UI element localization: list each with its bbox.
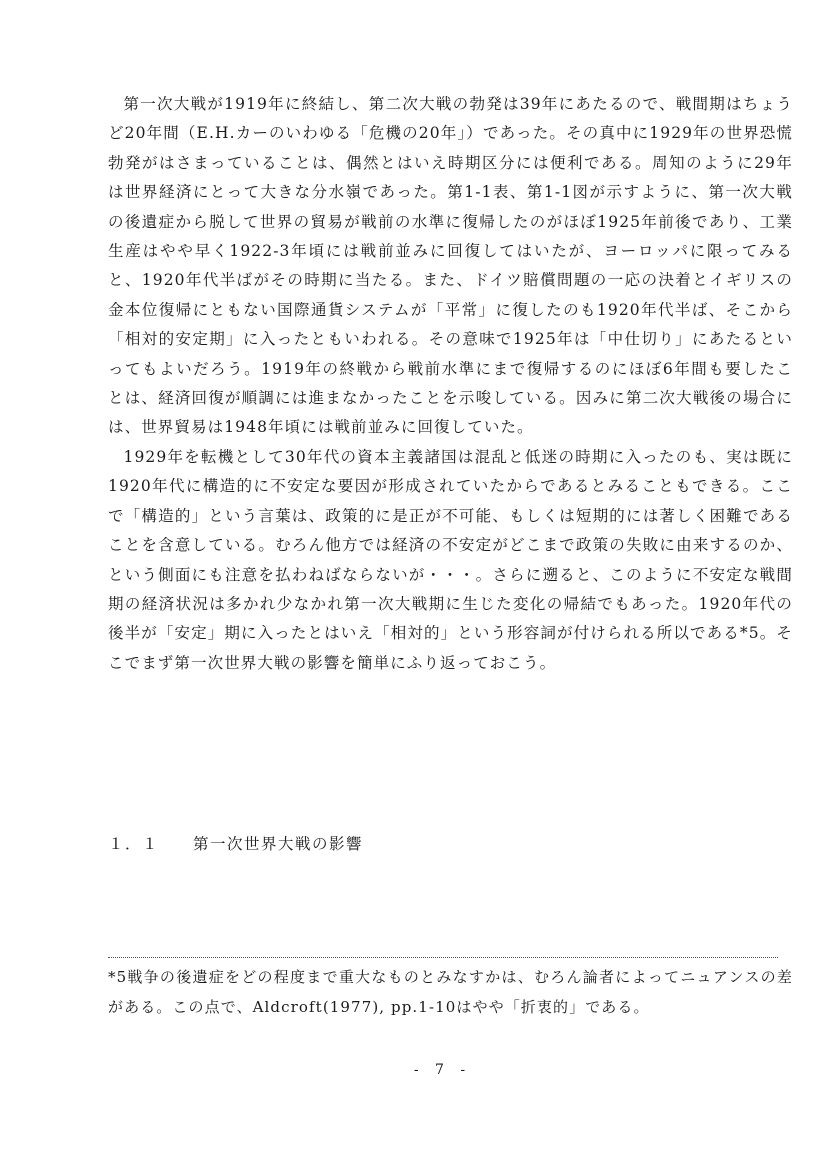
section-number: １．１ — [108, 835, 160, 853]
body-text — [108, 90, 793, 678]
section-heading — [108, 832, 363, 854]
page-number: - 7 - — [413, 1062, 472, 1078]
paragraph-1: 第一次大戦が1919年に終結し、第二次大戦の勃発は39年にあたるので、戦間期はちょうど20年間（E.H.カーのいわゆる「危機の20年」）であった。その真中に1929年の世界恐慌勃発がはさまっていることは、偶然とはいえ時期区分には便利である。周知のように29年は世界経済にとって大きな分水嶺であった。第1-1表、第1-1図が示すように、第一次大戦の後遺症から脱して世界の貿易が戦前の水準に復帰したのがほぼ1925年前後であり、工業生産はやや早く1922-3年頃には戦前並みに回復してはいたが、ヨーロッパに限ってみると、1920年代半ばがその時期に当たる。また、ドイツ賠償問題の一応の決着とイギリスの金本位復帰にともない国際通貨システムが「平常」に復したのも1920年代半ば、そこから「相対的安定期」に入ったともいわれる。その意味で1925年は「中仕切り」にあたるといってもよいだろう。1919年の終戦から戦前水準にまで復帰するのにほぼ6年間も要したことは、経済回復が順調には進まなかったことを示唆している。因みに第二次大戦後の場合には、世界貿易は1948年頃には戦前並みに回復していた。 — [108, 95, 793, 437]
section-title: 第一次世界大戦の影響 — [193, 835, 364, 853]
footnote-text: *5戦争の後遺症をどの程度まで重大なものとみなすかは、むろん論者によってニュアンスの差がある。この点で、Aldcroft(1977), pp.1-10はやや「折衷的」である。 — [108, 968, 793, 1016]
paragraph-2: 1929年を転機として30年代の資本主義諸国は混乱と低迷の時期に入ったのも、実は既に1920年代に構造的に不安定な要因が形成されていたからであるとみることもできる。ここで「構造的」という言葉は、政策的に是正が不可能、もしくは短期的には著しく困難であることを含意している。むろん他方では経済の不安定がどこまで政策の失敗に由来するのか、という側面にも注意を払わねばならないが・・・。さらに遡ると、このように不安定な戦間期の経済状況は多かれ少なかれ第一次大戦期に生じた変化の帰結でもあった。1920年代の後半が「安定」期に入ったとはいえ「相対的」という形容詞が付けられる所以である*5。そこでまず第一次世界大戦の影響を簡単にふり返っておこう。 — [108, 447, 793, 672]
footnote — [108, 962, 793, 1022]
footnote-divider — [108, 957, 778, 958]
